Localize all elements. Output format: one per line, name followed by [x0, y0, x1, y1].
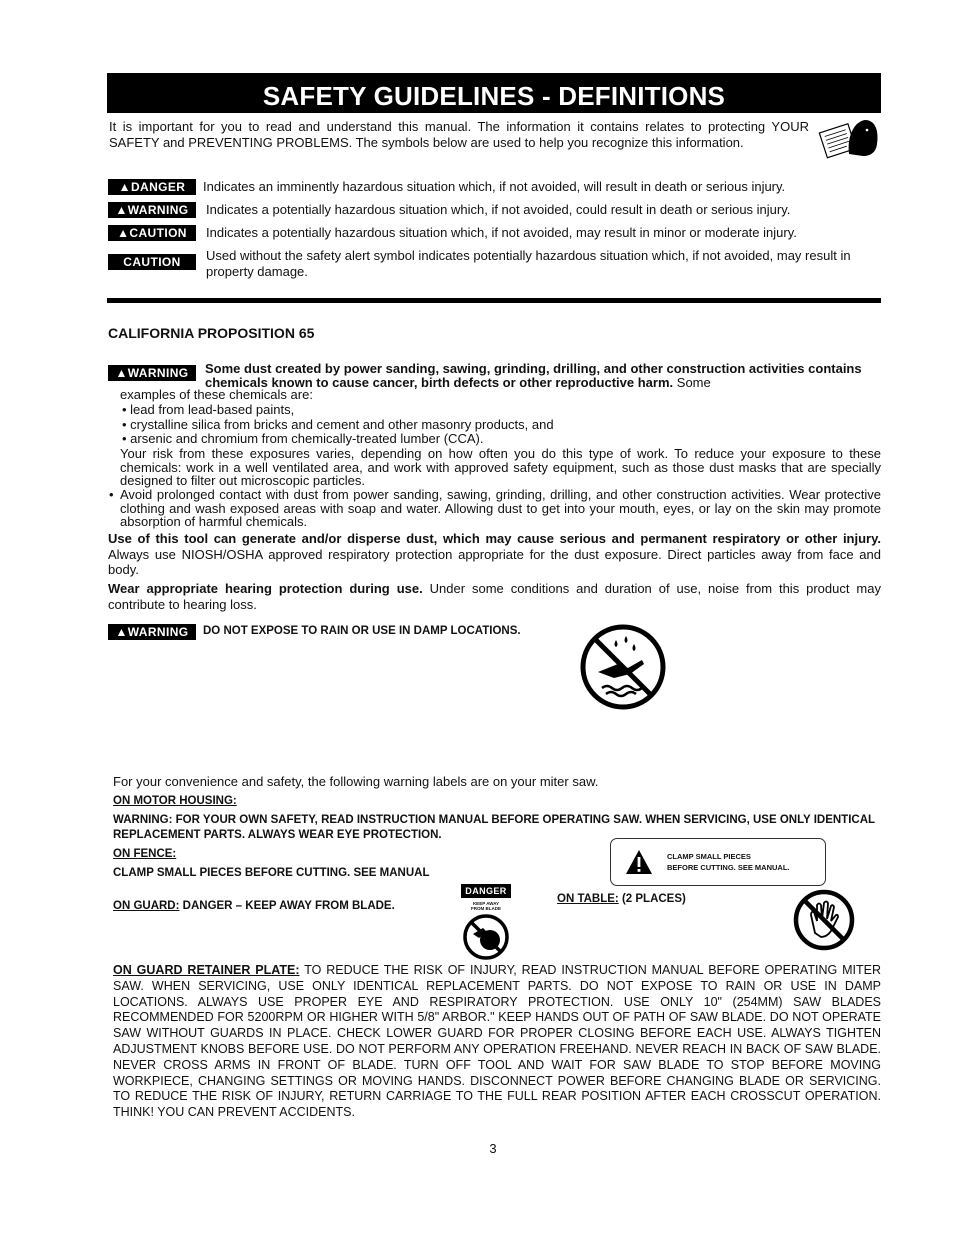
alert-triangle-icon: ▲	[118, 180, 131, 194]
list-item: • arsenic and chromium from chemically-treated lumber (CCA).	[122, 431, 484, 446]
section-divider	[107, 298, 881, 303]
warning-triangle-icon	[625, 849, 653, 875]
no-rain-icon	[580, 624, 666, 710]
prop65-avoid-text: Avoid prolonged contact with dust from power sanding, sawing, grinding, drilling, and other construction activities. Wear protective clothing and wash exposed areas with soap and water. Allowing dust to get into your mouth, eyes, or lay on the skin may promote absorption of harmful chemicals.	[120, 487, 881, 530]
warning-badge: ▲WARNING	[108, 202, 196, 218]
intro-paragraph: It is important for you to read and understand this manual. The information it contains relates to protecting YOUR SAFETY and PREVENTING PROBLEMS. The symbols below are used to help you recognize this information.	[109, 119, 809, 150]
page-title: SAFETY GUIDELINES - DEFINITIONS	[107, 73, 881, 113]
fence-heading: ON FENCE:	[113, 848, 177, 860]
prop65-risk-text: Your risk from these exposures varies, depending on how often you do this type of work. To reduce your exposure to these chemicals: work in a well ventilated area, and work with approved safety equipment, such as those dust masks that are specially designed to filter out microscopic particles.	[120, 446, 881, 489]
respiratory-warning: Use of this tool can generate and/or disperse dust, which may cause serious and permanent respiratory or other injury. Always use NIOSH/OSHA approved respiratory protection appropriate for the dust exposure. Direct particles away from face and body.	[108, 531, 881, 577]
fence-label-image	[610, 838, 826, 886]
list-item: • lead from lead-based paints,	[122, 402, 295, 417]
caution-no-symbol-badge: CAUTION	[108, 254, 196, 270]
prop65-bold-text: Some dust created by power sanding, sawing, grinding, drilling, and other construction activities contains chemicals known to cause cancer, birth defects or other reproductive harm.	[205, 361, 862, 390]
motor-housing-text: WARNING: FOR YOUR OWN SAFETY, READ INSTRUCTION MANUAL BEFORE OPERATING SAW. WHEN SERVICING, USE ONLY IDENTICAL REPLACEMENT PARTS. ALWAYS WEAR EYE PROTECTION.	[113, 814, 875, 841]
motor-housing-heading: ON MOTOR HOUSING:	[113, 795, 237, 807]
danger-definition: Indicates an imminently hazardous situation which, if not avoided, will result in death or serious injury.	[203, 179, 786, 194]
guard-label-line: ON GUARD: DANGER – KEEP AWAY FROM BLADE.	[113, 900, 395, 912]
prop65-heading: CALIFORNIA PROPOSITION 65	[108, 325, 315, 341]
prop65-examples-intro: examples of these chemicals are:	[120, 387, 313, 402]
manual-and-helmet-icon	[817, 116, 879, 162]
fence-label-text: CLAMP SMALL PIECES BEFORE CUTTING. SEE MANUAL.	[667, 852, 790, 872]
prop65-warning-badge: ▲WARNING	[108, 365, 196, 381]
alert-triangle-icon: ▲	[115, 203, 128, 217]
table-label-line: ON TABLE: (2 PLACES)	[557, 893, 686, 905]
guard-label-image	[461, 884, 511, 962]
labels-intro: For your convenience and safety, the following warning labels are on your miter saw.	[113, 774, 599, 789]
alert-triangle-icon: ▲	[117, 226, 130, 240]
prop65-normal-text: Some	[673, 374, 711, 390]
caution-property-definition: Used without the safety alert symbol indicates potentially hazardous situation which, if not avoided, may result in property damage.	[206, 248, 851, 279]
guard-label-text: KEEP AWAY FROM BLADE	[471, 901, 501, 911]
caution-definition: Indicates a potentially hazardous situation which, if not avoided, may result in minor or moderate injury.	[206, 225, 797, 240]
alert-triangle-icon: ▲	[115, 366, 128, 380]
prop65-statement	[205, 362, 881, 389]
rain-warning-text: DO NOT EXPOSE TO RAIN OR USE IN DAMP LOCATIONS.	[203, 625, 521, 637]
no-hand-blade-icon	[463, 914, 509, 960]
page-number: 3	[489, 1141, 497, 1156]
guard-danger-badge: DANGER	[461, 884, 511, 898]
alert-triangle-icon: ▲	[115, 625, 128, 639]
caution-badge: ▲CAUTION	[108, 225, 196, 241]
bullet-dot: •	[109, 487, 114, 502]
hearing-warning: Wear appropriate hearing protection during use. Under some conditions and duration of use, noise from this product may contribute to hearing loss.	[108, 581, 881, 612]
list-item: • crystalline silica from bricks and cement and other masonry products, and	[122, 417, 554, 432]
no-hand-icon	[793, 889, 855, 951]
warning-definition: Indicates a potentially hazardous situation which, if not avoided, could result in death or serious injury.	[206, 202, 791, 217]
guard-retainer-text: ON GUARD RETAINER PLATE: TO REDUCE THE RISK OF INJURY, READ INSTRUCTION MANUAL BEFORE OPERATING MITER SAW. WHEN SERVICING, USE ONLY IDENTICAL REPLACEMENT PARTS. DO NOT EXPOSE TO RAIN OR USE IN DAMP LOCATIONS. ALWAYS USE PROPER EYE AND RESPIRATORY PROTECTION. USE ONLY 10" (254MM) SAW BLADES RECOMMENDED FOR 5200RPM OR HIGHER WITH 5/8" ARBOR." KEEP HANDS OUT OF PATH OF SAW BLADE. DO NOT OPERATE SAW WITHOUT GUARDS IN PLACE. CHECK LOWER GUARD FOR PROPER CLOSING BEFORE EACH USE. ALWAYS TIGHTEN ADJUSTMENT KNOBS BEFORE USE. DO NOT PERFORM ANY OPERATION FREEHAND. NEVER REACH IN BACK OF SAW BLADE. NEVER CROSS ARMS IN FRONT OF BLADE. TURN OFF TOOL AND WAIT FOR SAW BLADE TO STOP BEFORE MOVING WORKPIECE, CHANGING SETTINGS OR MOVING HANDS. DISCONNECT POWER BEFORE CHANGING BLADE OR SERVICING. TO REDUCE THE RISK OF INJURY, RETURN CARRIAGE TO THE FULL REAR POSITION AFTER EACH CROSSCUT OPERATION. THINK! YOU CAN PREVENT ACCIDENTS.	[113, 963, 881, 1120]
danger-badge: ▲DANGER	[108, 179, 196, 195]
fence-text: CLAMP SMALL PIECES BEFORE CUTTING. SEE MANUAL	[113, 867, 430, 879]
rain-warning-badge: ▲WARNING	[108, 624, 196, 640]
